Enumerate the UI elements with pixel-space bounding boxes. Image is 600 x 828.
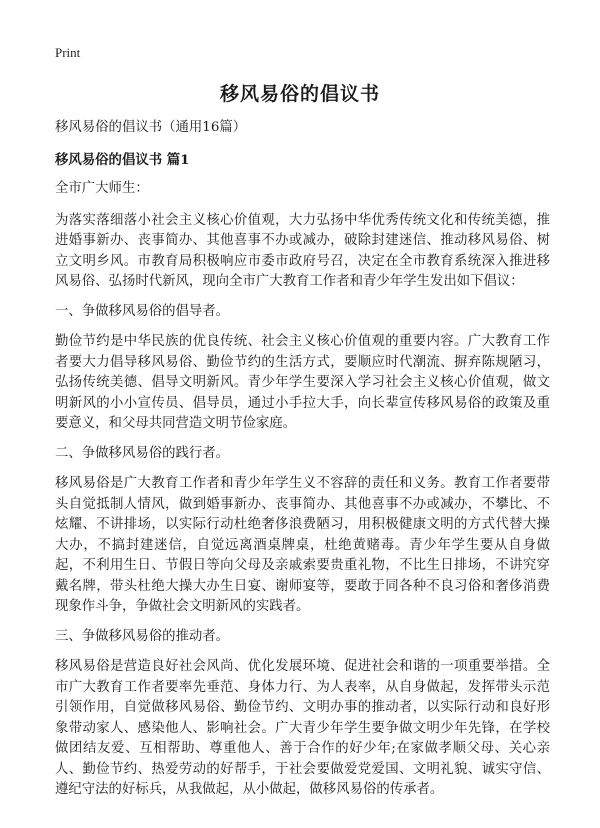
heading-1: 一、争做移风易俗的倡导者。 (55, 303, 230, 319)
section-title: 移风易俗的倡议书 篇1 (55, 151, 190, 168)
heading-3: 三、争做移风易俗的推动者。 (55, 628, 230, 644)
document-title: 移风易俗的倡议书 (219, 83, 380, 105)
intro-paragraph: 为落实落细落小社会主义核心价值观，大力弘扬中华优秀传统文化和传统美德，推进婚事新办、丧事简办、其他喜事不办或减办，破除封建迷信、推动移风易俗、树立文明乡风。市教育局积极响应市委市政府号召，决定在全市教育系统深入推进移风易俗、弘扬时代新风，现向全市广大教育工作者和青少年学生发出如下倡议： (55, 212, 550, 289)
paragraph-3: 移风易俗是营造良好社会风尚、优化发展环境、促进社会和谐的一项重要举措。全市广大教育工作者要率先垂范、身体力行、为人表率，从自身做起，发挥带头示范引领作用，自觉做移风易俗、勤俭节约、文明办事的推动者，以实际行动和良好形象带动家人、感染他人、影响社会。广大青少年学生要争做文明少年先锋，在学校做团结友爱、互相帮助、尊重他人、善于合作的好少年;在家做孝顺父母、关心亲人、勤俭节约、热爱劳动的好帮手，于社会要做爱党爱国、文明礼貌、诚实守信、遵纪守法的好标兵，从我做起，从小做起，做移风易俗的传承者。 (55, 659, 550, 797)
paragraph-2: 移风易俗是广大教育工作者和青少年学生义不容辞的责任和义务。教育工作者要带头自觉抵制人情风，做到婚事新办、丧事简办、其他喜事不办或减办，不攀比、不炫耀、不讲排场，以实际行动杜绝奢侈浪费陋习，用积极健康文明的方式代替大操大办，不搞封建迷信，自觉远离酒桌牌桌，杜绝黄赌毒。青少年学生要从自身做起，不利用生日、节假日等向父母及亲戚索要贵重礼物，不比生日排场，不讲究穿戴名牌，带头杜绝大操大办生日宴、谢师宴等，要敢于同各种不良习俗和奢侈消费现象作斗争，争做社会文明新风的实践者。 (55, 476, 550, 614)
heading-2: 二、争做移风易俗的践行者。 (55, 445, 230, 461)
document-body (55, 118, 550, 810)
paragraph-1: 勤俭节约是中华民族的优良传统、社会主义核心价值观的重要内容。广大教育工作者要大力倡导移风易俗、勤俭节约的生活方式，要顺应时代潮流、摒弃陈规陋习，弘扬传统美德、倡导文明新风。青少年学生要深入学习社会主义核心价值观，做文明新风的小小宣传员、倡导员，通过小手拉大手，向长辈宣传移风易俗的政策及重要意义，和父母共同营造文明节俭家庭。 (55, 334, 550, 431)
greeting: 全市广大师生： (55, 181, 149, 196)
print-link[interactable]: Print (55, 45, 81, 60)
document-subtitle: 移风易俗的倡议书（通用16篇） (55, 120, 247, 135)
